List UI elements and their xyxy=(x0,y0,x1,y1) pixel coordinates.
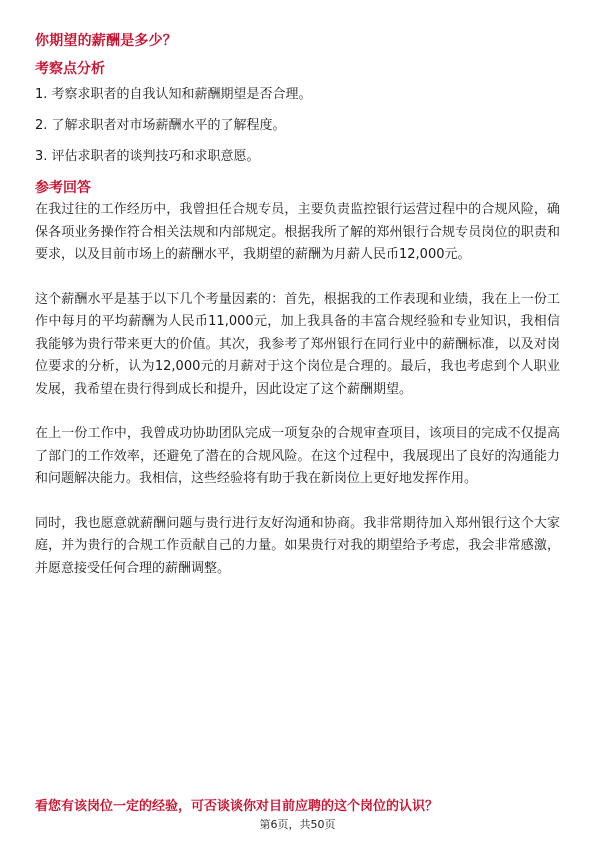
page-number: 第6页，共50页 xyxy=(259,818,336,831)
answer-paragraph: 同时，我也愿意就薪酬问题与贵行进行友好沟通和协商。我非常期待加入郑州银行这个大家庭，并为贵行的合规工作贡献自己的力量。如果贵行对我的期望给予考虑，我会非常感激，并愿意接受任何合理的薪酬调整。 xyxy=(35,515,560,576)
answer-paragraph: 在我过往的工作经历中，我曾担任合规专员，主要负责监控银行运营过程中的合规风险，确保各项业务操作符合相关法规和内部规定。根据我所了解的郑州银行合规专员岗位的职责和要求，以及目前市场上的薪酬水平，我期望的薪酬为月薪人民币12,000元。 xyxy=(35,202,560,262)
question-title: 你期望的薪酬是多少？ xyxy=(35,33,177,49)
analysis-list xyxy=(35,84,560,168)
list-item: 1. 考察求职者的自我认知和薪酬期望是否合理。 xyxy=(35,87,312,102)
answer-body xyxy=(35,199,560,580)
answer-paragraph: 在上一份工作中，我曾成功协助团队完成一项复杂的合规审查项目，该项目的完成不仅提高了部门的工作效率，还避免了潜在的合规风险。在这个过程中，我展现出了良好的沟通能力和问题解决能力。我相信，这些经验将有助于我在新岗位上更好地发挥作用。 xyxy=(35,426,560,486)
answer-heading: 参考回答 xyxy=(35,180,91,196)
analysis-heading: 考察点分析 xyxy=(35,61,105,77)
document-page xyxy=(35,30,560,580)
list-item: 2. 了解求职者对市场薪酬水平的了解程度。 xyxy=(35,118,286,133)
list-item: 3. 评估求职者的谈判技巧和求职意愿。 xyxy=(35,149,260,164)
answer-paragraph: 这个薪酬水平是基于以下几个考量因素的：首先，根据我的工作表现和业绩，我在上一份工作中每月的平均薪酬为人民币11,000元，加上我具备的丰富合规经验和专业知识，我相信我能够为贵行带来更大的价值。其次，我参考了郑州银行在同行业中的薪酬标准，以及对岗位要求的分析，认为12,000元的月薪对于这个岗位是合理的。最后，我也考虑到个人职业发展，我希望在贵行得到成长和提升，因此设定了这个薪酬期望。 xyxy=(35,291,560,397)
next-question-title: 看您有该岗位一定的经验，可否谈谈你对目前应聘的这个岗位的认识？ xyxy=(35,799,439,814)
